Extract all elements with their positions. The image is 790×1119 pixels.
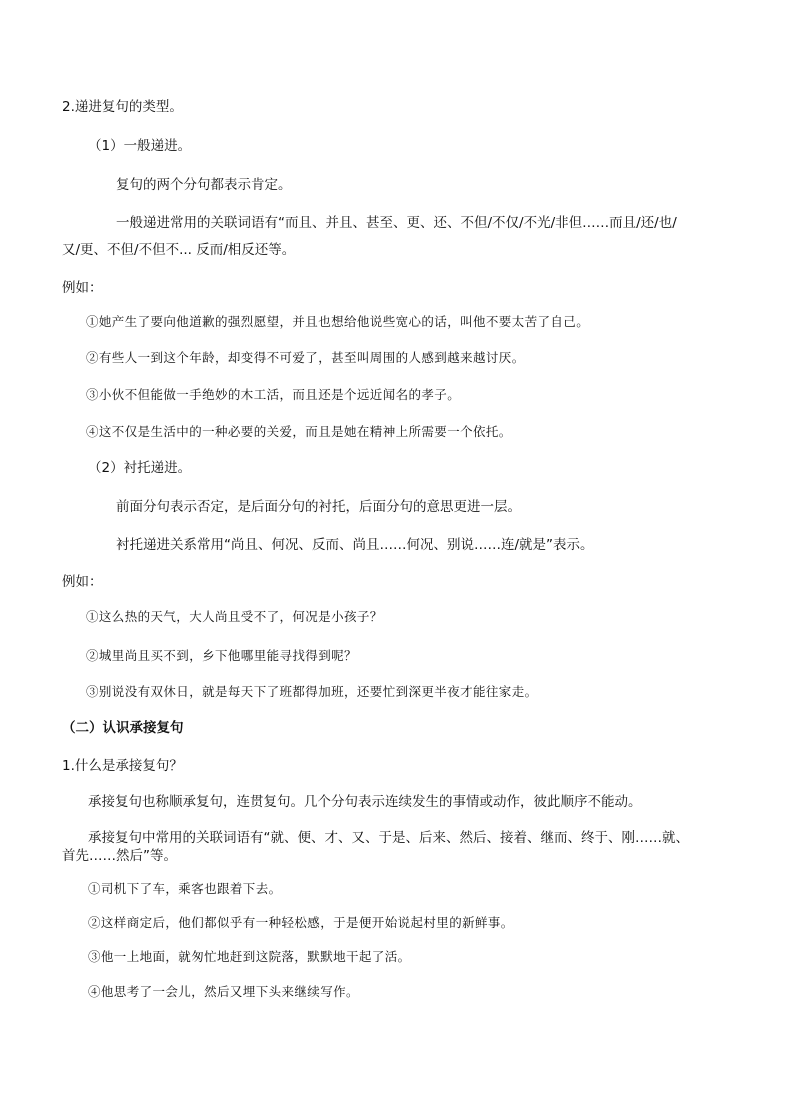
subheading-foil-progression: （2）衬托递进。 — [88, 460, 192, 476]
general-connectives-line-1: 一般递进常用的关联词语有“而且、并且、甚至、更、还、不但/不仅/不光/非但……而且/还/也/ — [116, 215, 677, 231]
sequential-example-1: ①司机下了车，乘客也跟着下去。 — [88, 881, 282, 896]
sequential-connectives-line-1: 承接复句中常用的关联词语有“就、便、才、又、于是、后来、然后、接着、继而、终于、刚……就、 — [88, 830, 689, 846]
general-progression-definition: 复句的两个分句都表示肯定。 — [116, 177, 292, 193]
example-label: 例如： — [62, 574, 103, 590]
general-example-3: ③小伙不但能做一手绝妙的木工活，而且还是个远近闻名的孝子。 — [86, 387, 461, 402]
foil-connectives: 衬托递进关系常用“尚且、何况、反而、尚且……何况、别说……连/就是”表示。 — [116, 537, 594, 553]
sequential-connectives-line-2: 首先……然后”等。 — [62, 848, 177, 864]
section-heading-sequential: （二）认识承接复句 — [62, 720, 184, 736]
sequential-question: 1.什么是承接复句？ — [62, 758, 183, 774]
sequential-example-4: ④他思考了一会儿，然后又埋下头来继续写作。 — [88, 984, 359, 999]
example-label: 例如： — [62, 280, 103, 296]
sequential-example-3: ③他一上地面，就匆忙地赶到这院落，默默地干起了活。 — [88, 949, 411, 964]
general-example-4: ④这不仅是生活中的一种必要的关爱，而且是她在精神上所需要一个依托。 — [86, 424, 512, 439]
sequential-example-2: ②这样商定后，他们都似乎有一种轻松感，于是便开始说起村里的新鲜事。 — [88, 915, 514, 930]
foil-example-2: ②城里尚且买不到，乡下他哪里能寻找得到呢？ — [86, 648, 357, 663]
subheading-general-progression: （1）一般递进。 — [88, 138, 192, 154]
section-heading-recursive-types: 2.递进复句的类型。 — [62, 99, 183, 115]
general-connectives-line-2: 又/更、不但/不但不... 反而/相反还等。 — [62, 242, 296, 258]
foil-example-3: ③别说没有双休日，就是每天下了班都得加班，还要忙到深更半夜才能往家走。 — [86, 684, 538, 699]
general-example-2: ②有些人一到这个年龄，却变得不可爱了，甚至叫周围的人感到越来越讨厌。 — [86, 350, 525, 365]
foil-progression-definition: 前面分句表示否定，是后面分句的衬托，后面分句的意思更进一层。 — [116, 499, 521, 515]
general-example-1: ①她产生了要向他道歉的强烈愿望，并且也想给他说些宽心的话，叫他不要太苦了自己。 — [86, 314, 590, 329]
foil-example-1: ①这么热的天气，大人尚且受不了，何况是小孩子？ — [86, 609, 383, 624]
sequential-definition: 承接复句也称顺承复句，连贯复句。几个分句表示连续发生的事情或动作，彼此顺序不能动。 — [88, 794, 642, 810]
